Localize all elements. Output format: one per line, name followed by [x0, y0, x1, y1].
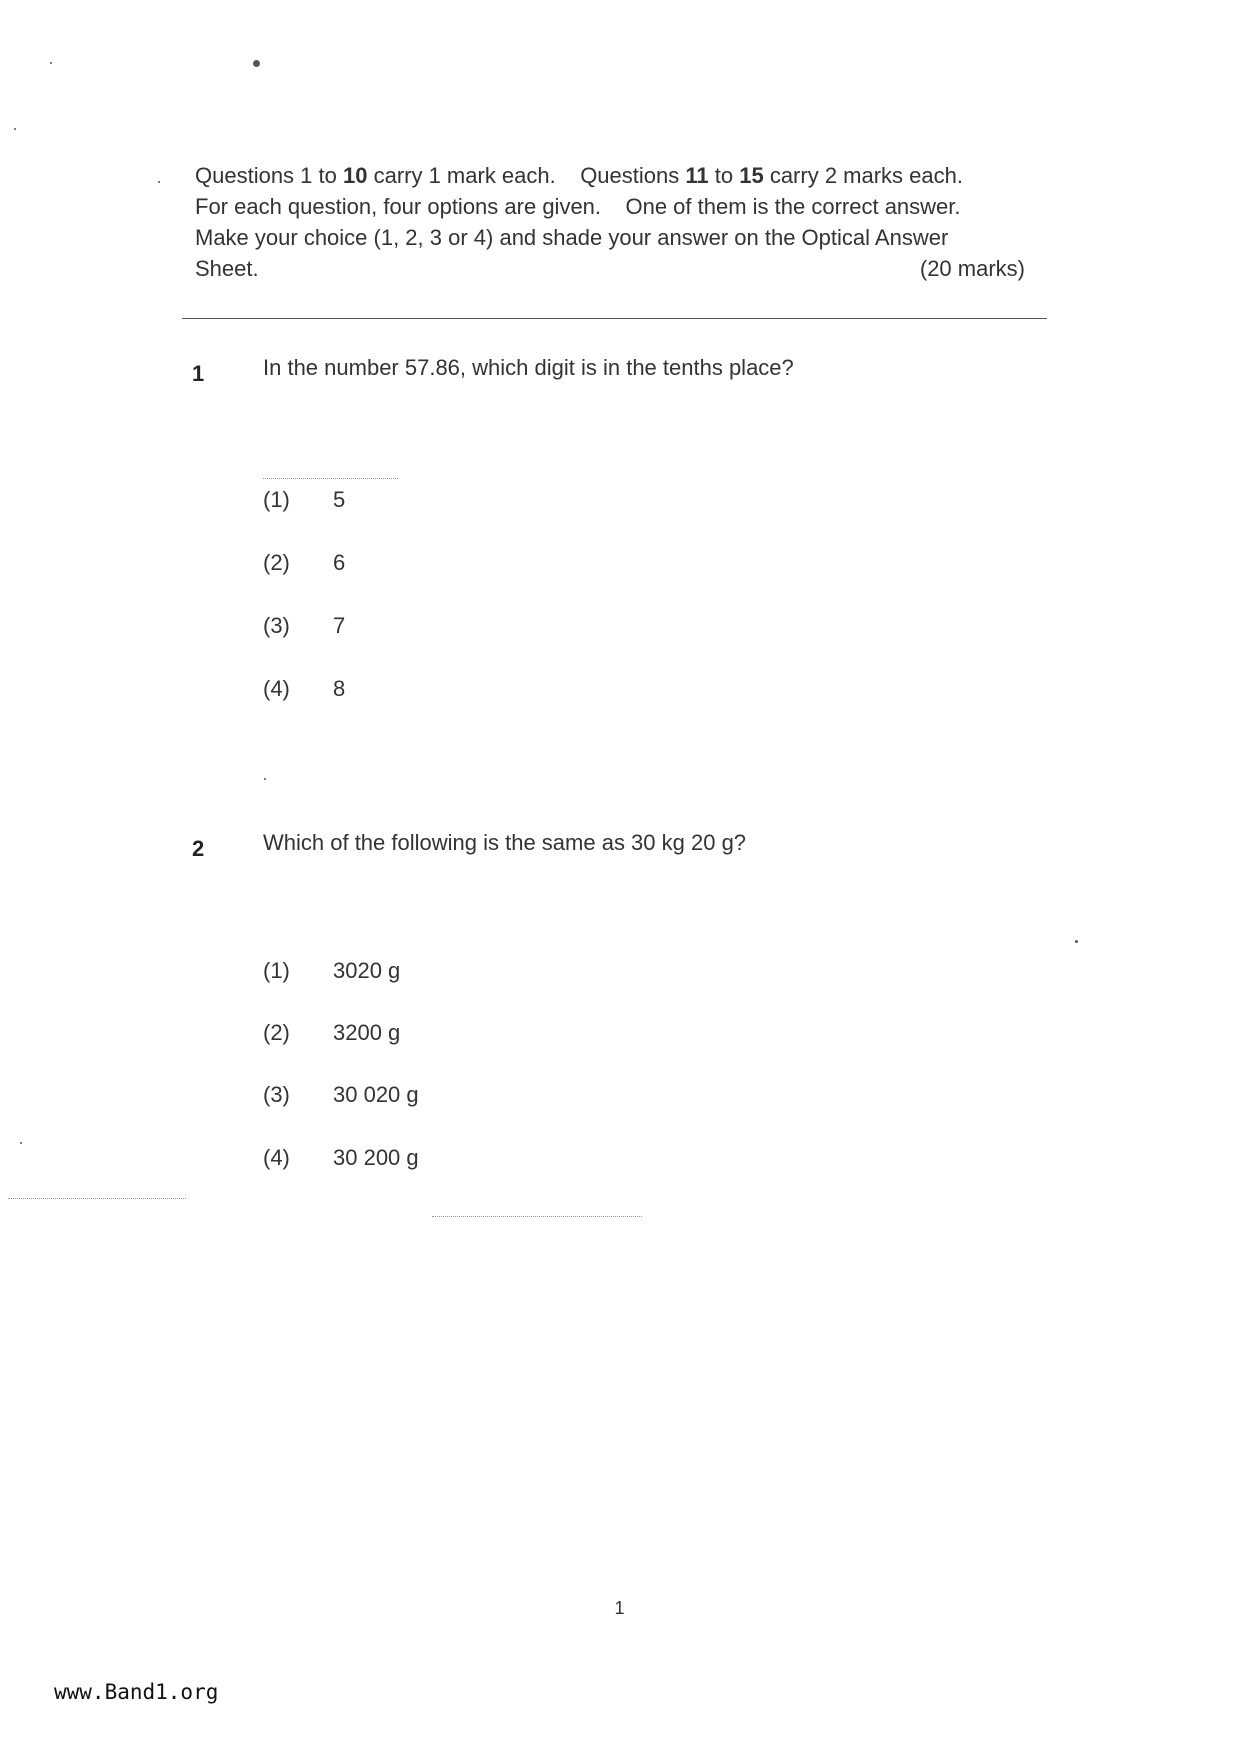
option-3[interactable] [263, 1082, 419, 1108]
scan-dotted-mark [432, 1216, 642, 1217]
scan-dotted-mark [263, 478, 398, 479]
page-number: 1 [614, 1598, 625, 1618]
website-watermark: www.Band1.org [54, 1680, 219, 1704]
question-number: 1 [192, 361, 205, 386]
option-label: (1) [263, 487, 290, 512]
option-label: (2) [263, 1020, 290, 1045]
option-value: 30 020 g [333, 1082, 419, 1107]
scan-speck [20, 1142, 22, 1144]
option-1[interactable] [263, 487, 345, 513]
instructions-line-2: For each question, four options are given. One of them is the correct answer. [195, 194, 961, 219]
option-value: 7 [333, 613, 346, 638]
instructions-line-1: Questions 1 to 10 carry 1 mark each. Questions 11 to 15 carry 2 marks each. [195, 163, 963, 188]
option-2[interactable] [263, 1020, 400, 1046]
option-label: (4) [263, 1145, 290, 1170]
total-marks: (20 marks) [919, 256, 1025, 281]
option-value: 5 [333, 487, 346, 512]
option-label: (3) [263, 1082, 290, 1107]
scan-speck [253, 60, 260, 67]
option-value: 3020 g [333, 958, 401, 983]
question-text: Which of the following is the same as 30 kg 20 g? [263, 830, 747, 855]
option-4[interactable] [263, 1145, 419, 1171]
scan-speck [50, 62, 52, 64]
section-divider [182, 318, 1047, 319]
option-4[interactable] [263, 676, 345, 702]
option-2[interactable] [263, 550, 345, 576]
option-label: (4) [263, 676, 290, 701]
option-3[interactable] [263, 613, 345, 639]
option-value: 8 [333, 676, 346, 701]
instructions-line-4 [195, 253, 1025, 284]
option-label: (3) [263, 613, 290, 638]
scan-speck [14, 128, 16, 130]
scan-speck [1075, 940, 1078, 943]
scan-dotted-mark [8, 1198, 186, 1199]
option-1[interactable] [263, 958, 400, 984]
scan-speck [158, 181, 160, 183]
scan-speck [264, 778, 266, 780]
option-value: 3200 g [333, 1020, 401, 1045]
option-label: (1) [263, 958, 290, 983]
instructions-line-3: Make your choice (1, 2, 3 or 4) and shade your answer on the Optical Answer [195, 225, 949, 250]
instructions-sheet-word: Sheet. [195, 256, 259, 281]
option-value: 30 200 g [333, 1145, 419, 1170]
option-label: (2) [263, 550, 290, 575]
instructions [195, 160, 1035, 284]
option-value: 6 [333, 550, 346, 575]
question-text: In the number 57.86, which digit is in the tenths place? [263, 355, 794, 380]
question-number: 2 [192, 836, 205, 861]
